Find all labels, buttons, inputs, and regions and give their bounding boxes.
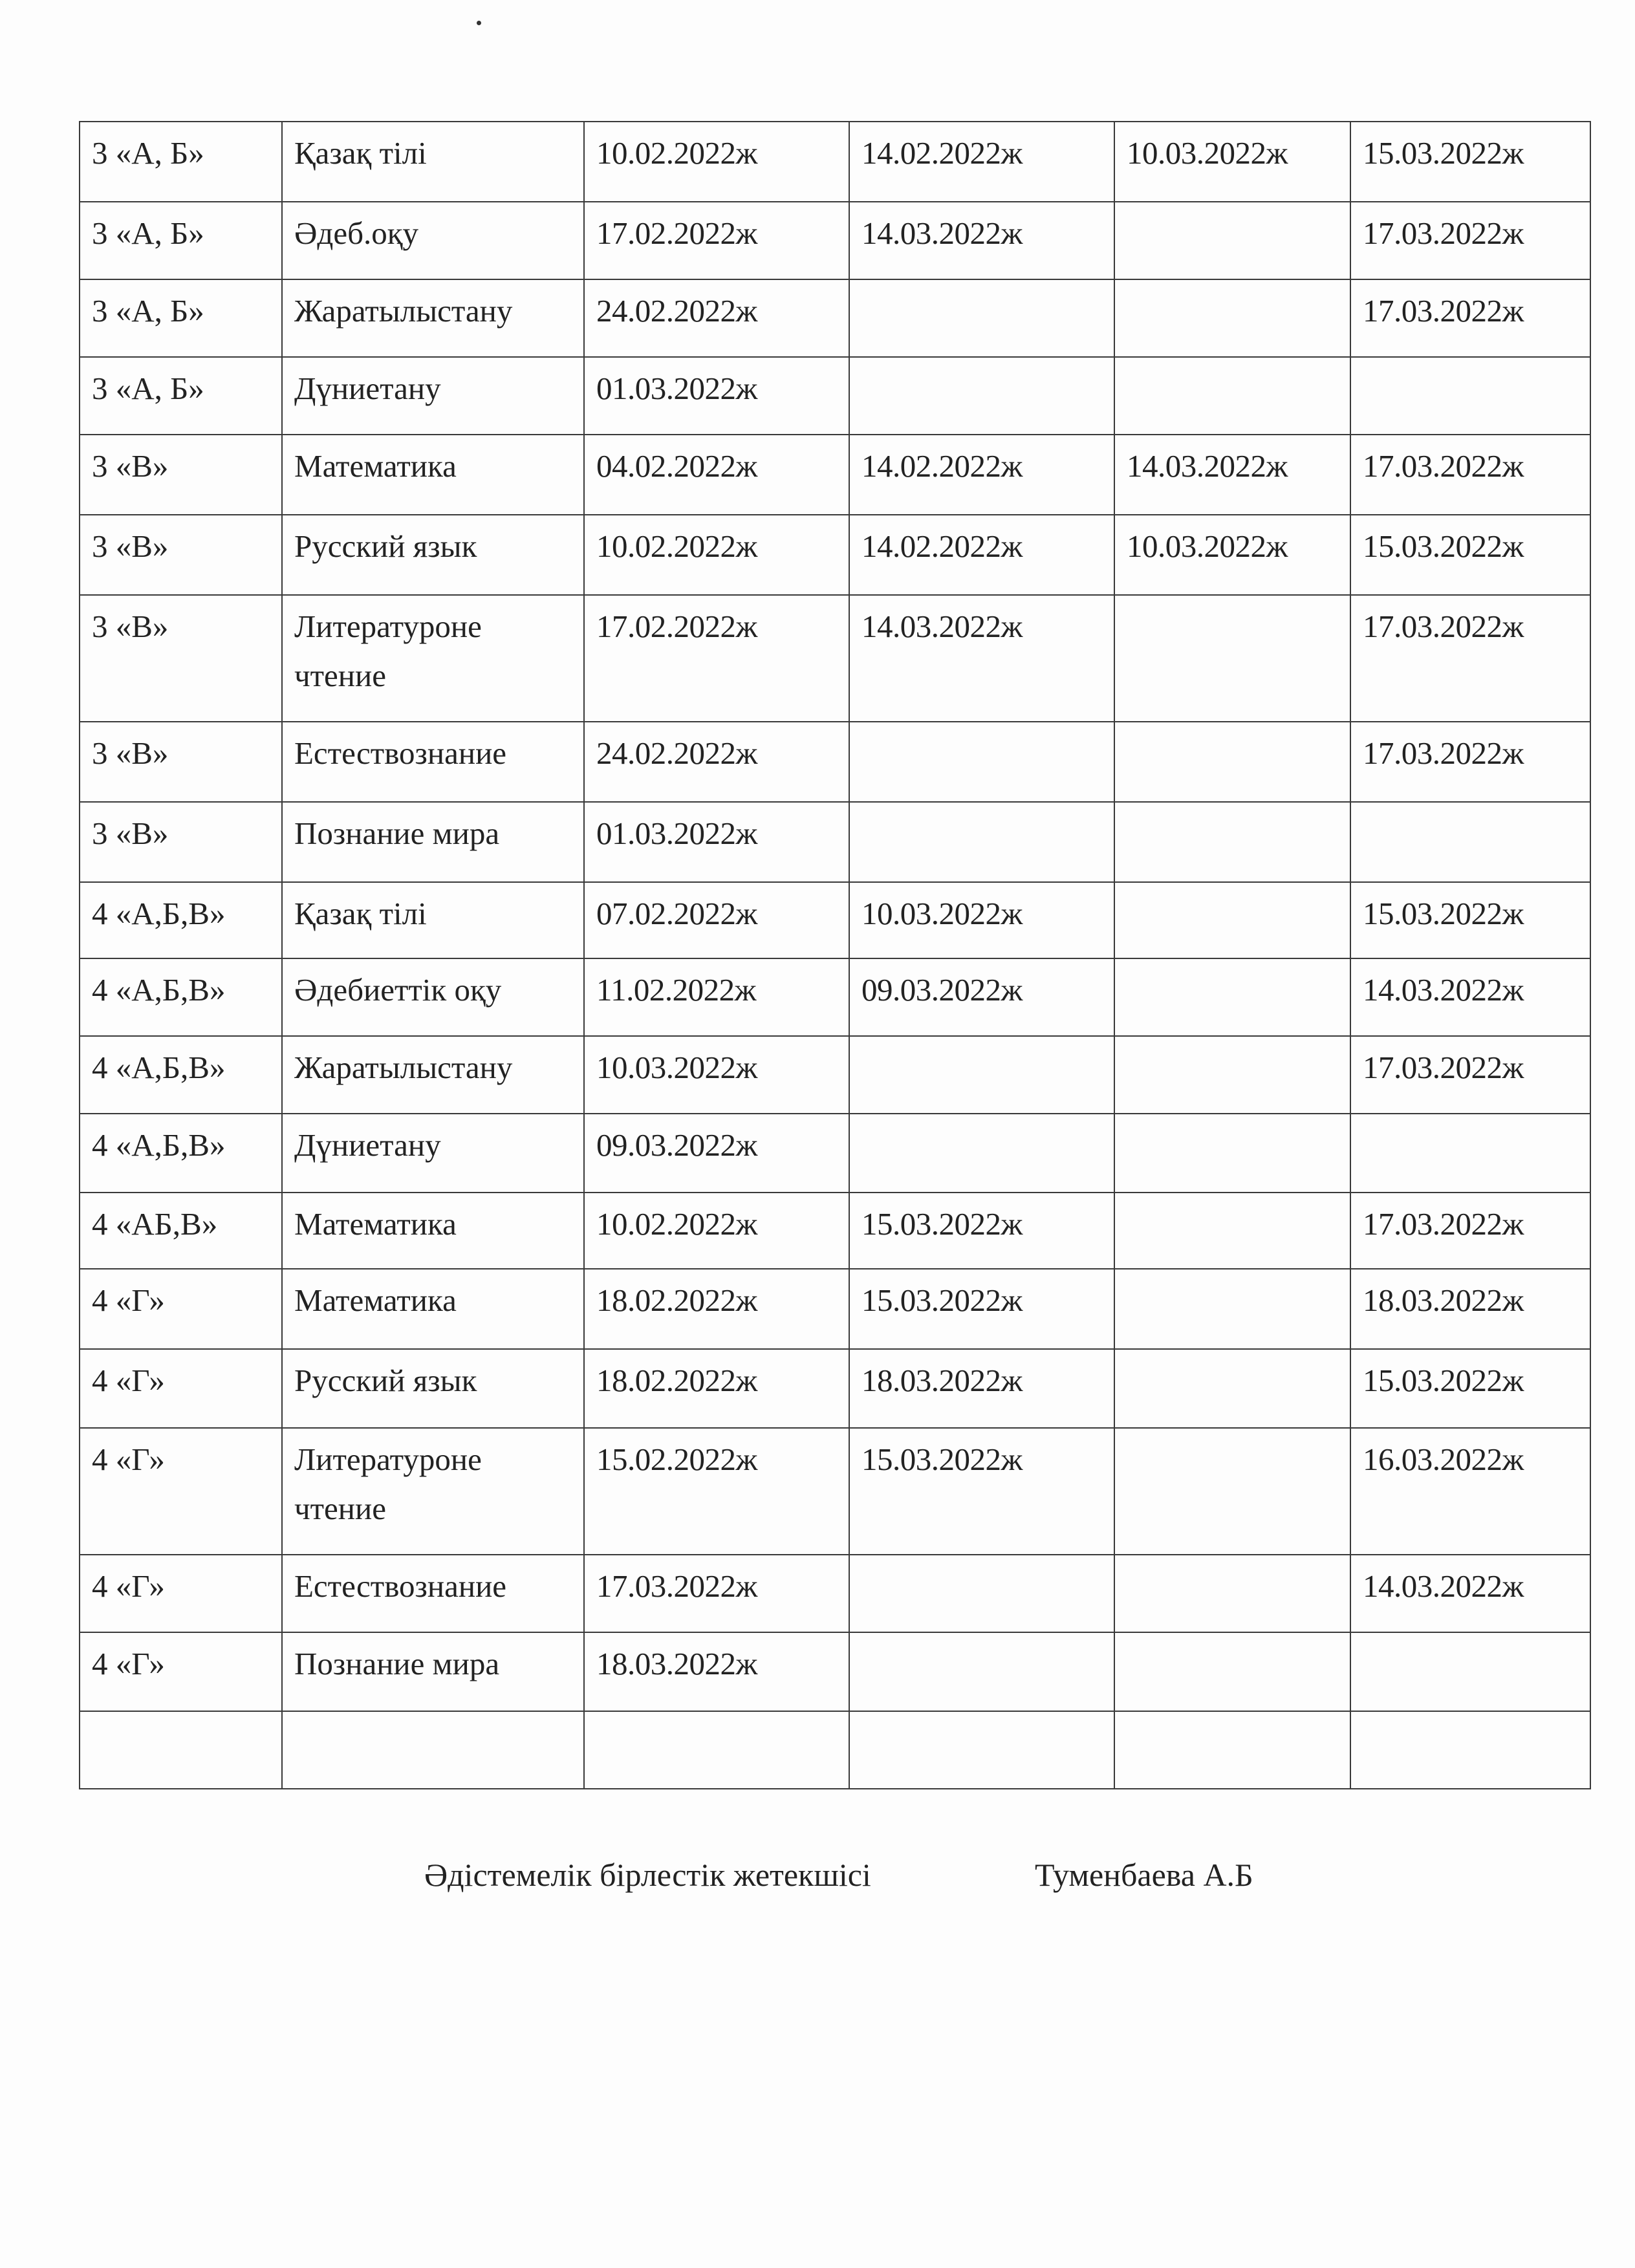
table-row [80,722,1590,802]
date-cell-4 [1350,802,1590,882]
date-cell-3 [1114,722,1350,802]
date-cell-4: 15.03.2022ж [1350,1349,1590,1428]
date-cell-2 [849,1036,1114,1114]
class-cell: 4 «Г» [80,1555,282,1632]
table-row [80,357,1590,435]
date-cell-3 [1114,958,1350,1036]
class-cell: 3 «А, Б» [80,279,282,357]
class-cell [80,1711,282,1789]
date-cell-2: 14.02.2022ж [849,122,1114,202]
subject-cell: Русский язык [282,1349,584,1428]
subject-cell: Русский язык [282,515,584,595]
date-cell-2: 15.03.2022ж [849,1428,1114,1555]
date-cell-2 [849,279,1114,357]
date-cell-4: 18.03.2022ж [1350,1269,1590,1349]
date-cell-1: 18.02.2022ж [584,1269,849,1349]
date-cell-3 [1114,279,1350,357]
class-cell: 3 «А, Б» [80,122,282,202]
signatory-role: Әдістемелік бірлестік жетекшісі [424,1857,871,1893]
date-cell-1: 01.03.2022ж [584,802,849,882]
date-cell-2: 14.02.2022ж [849,515,1114,595]
date-cell-1: 09.03.2022ж [584,1114,849,1193]
class-cell: 4 «Г» [80,1269,282,1349]
date-cell-2: 15.03.2022ж [849,1193,1114,1269]
date-cell-2 [849,1711,1114,1789]
table-row [80,515,1590,595]
date-cell-1: 18.03.2022ж [584,1632,849,1711]
class-cell: 4 «Г» [80,1349,282,1428]
date-cell-3 [1114,1114,1350,1193]
table-row [80,595,1590,722]
date-cell-2: 15.03.2022ж [849,1269,1114,1349]
table-row [80,435,1590,515]
class-cell: 4 «А,Б,В» [80,1114,282,1193]
date-cell-3 [1114,202,1350,279]
date-cell-2: 10.03.2022ж [849,882,1114,958]
subject-cell: Жаратылыстану [282,1036,584,1114]
date-cell-1: 01.03.2022ж [584,357,849,435]
class-cell: 3 «В» [80,515,282,595]
date-cell-1: 10.02.2022ж [584,122,849,202]
date-cell-3 [1114,1711,1350,1789]
date-cell-2: 18.03.2022ж [849,1349,1114,1428]
date-cell-3 [1114,1632,1350,1711]
date-cell-1 [584,1711,849,1789]
date-cell-1: 17.03.2022ж [584,1555,849,1632]
table-row [80,1349,1590,1428]
date-cell-1: 17.02.2022ж [584,202,849,279]
date-cell-2 [849,1114,1114,1193]
date-cell-4: 15.03.2022ж [1350,515,1590,595]
subject-cell: Қазақ тілі [282,882,584,958]
date-cell-3: 14.03.2022ж [1114,435,1350,515]
class-cell: 3 «А, Б» [80,357,282,435]
class-cell: 4 «А,Б,В» [80,1036,282,1114]
subject-cell: Қазақ тілі [282,122,584,202]
date-cell-3 [1114,357,1350,435]
class-cell: 3 «В» [80,722,282,802]
date-cell-1: 10.02.2022ж [584,1193,849,1269]
table-row [80,1428,1590,1555]
subject-cell [282,1711,584,1789]
class-cell: 3 «А, Б» [80,202,282,279]
subject-cell: Естествознание [282,722,584,802]
subject-cell: Математика [282,1193,584,1269]
table-row [80,882,1590,958]
date-cell-4: 17.03.2022ж [1350,1193,1590,1269]
date-cell-1: 10.03.2022ж [584,1036,849,1114]
subject-cell: Естествознание [282,1555,584,1632]
date-cell-4 [1350,1711,1590,1789]
date-cell-2 [849,722,1114,802]
subject-cell: Познание мира [282,802,584,882]
date-cell-1: 10.02.2022ж [584,515,849,595]
date-cell-3 [1114,1428,1350,1555]
date-cell-4: 17.03.2022ж [1350,1036,1590,1114]
date-cell-2 [849,1555,1114,1632]
date-cell-4: 16.03.2022ж [1350,1428,1590,1555]
date-cell-1: 17.02.2022ж [584,595,849,722]
subject-cell: Әдеб.оқу [282,202,584,279]
date-cell-4: 15.03.2022ж [1350,122,1590,202]
date-cell-2: 14.02.2022ж [849,435,1114,515]
subject-cell: Литературоне чтение [282,1428,584,1555]
date-cell-4 [1350,1632,1590,1711]
class-cell: 4 «А,Б,В» [80,958,282,1036]
date-cell-2 [849,357,1114,435]
table-row [80,1555,1590,1632]
date-cell-2: 09.03.2022ж [849,958,1114,1036]
class-cell: 4 «Г» [80,1428,282,1555]
date-cell-4: 17.03.2022ж [1350,202,1590,279]
date-cell-4: 17.03.2022ж [1350,722,1590,802]
speck-mark [477,21,481,25]
subject-cell: Математика [282,1269,584,1349]
date-cell-2: 14.03.2022ж [849,202,1114,279]
table-row [80,202,1590,279]
date-cell-4 [1350,357,1590,435]
table-row [80,1036,1590,1114]
subject-cell: Математика [282,435,584,515]
class-cell: 3 «В» [80,595,282,722]
date-cell-2: 14.03.2022ж [849,595,1114,722]
date-cell-3 [1114,1269,1350,1349]
date-cell-4: 14.03.2022ж [1350,1555,1590,1632]
date-cell-1: 24.02.2022ж [584,722,849,802]
date-cell-4: 17.03.2022ж [1350,595,1590,722]
table-row [80,802,1590,882]
date-cell-4: 14.03.2022ж [1350,958,1590,1036]
table-row [80,1114,1590,1193]
subject-cell: Дүниетану [282,357,584,435]
date-cell-4 [1350,1114,1590,1193]
table-row [80,958,1590,1036]
subject-cell: Литературоне чтение [282,595,584,722]
date-cell-1: 07.02.2022ж [584,882,849,958]
schedule-body [80,122,1590,1789]
date-cell-1: 24.02.2022ж [584,279,849,357]
table-row [80,1269,1590,1349]
date-cell-3 [1114,802,1350,882]
date-cell-3 [1114,1349,1350,1428]
class-cell: 4 «Г» [80,1632,282,1711]
table-row [80,1632,1590,1711]
subject-cell: Жаратылыстану [282,279,584,357]
subject-cell: Әдебиеттік оқу [282,958,584,1036]
date-cell-4: 17.03.2022ж [1350,279,1590,357]
date-cell-3: 10.03.2022ж [1114,515,1350,595]
date-cell-3 [1114,1036,1350,1114]
class-cell: 4 «АБ,В» [80,1193,282,1269]
date-cell-3 [1114,882,1350,958]
date-cell-2 [849,802,1114,882]
table-row [80,122,1590,202]
table-row [80,279,1590,357]
class-cell: 3 «В» [80,802,282,882]
date-cell-3 [1114,595,1350,722]
date-cell-1: 15.02.2022ж [584,1428,849,1555]
class-cell: 3 «В» [80,435,282,515]
date-cell-3 [1114,1193,1350,1269]
date-cell-3 [1114,1555,1350,1632]
date-cell-2 [849,1632,1114,1711]
date-cell-4: 17.03.2022ж [1350,435,1590,515]
class-cell: 4 «А,Б,В» [80,882,282,958]
date-cell-1: 04.02.2022ж [584,435,849,515]
table-row-empty [80,1711,1590,1789]
schedule-table [79,121,1591,1789]
date-cell-1: 18.02.2022ж [584,1349,849,1428]
subject-cell: Познание мира [282,1632,584,1711]
date-cell-1: 11.02.2022ж [584,958,849,1036]
signatory-name: Туменбаева А.Б [1035,1857,1253,1893]
date-cell-3: 10.03.2022ж [1114,122,1350,202]
date-cell-4: 15.03.2022ж [1350,882,1590,958]
subject-cell: Дүниетану [282,1114,584,1193]
table-row [80,1193,1590,1269]
